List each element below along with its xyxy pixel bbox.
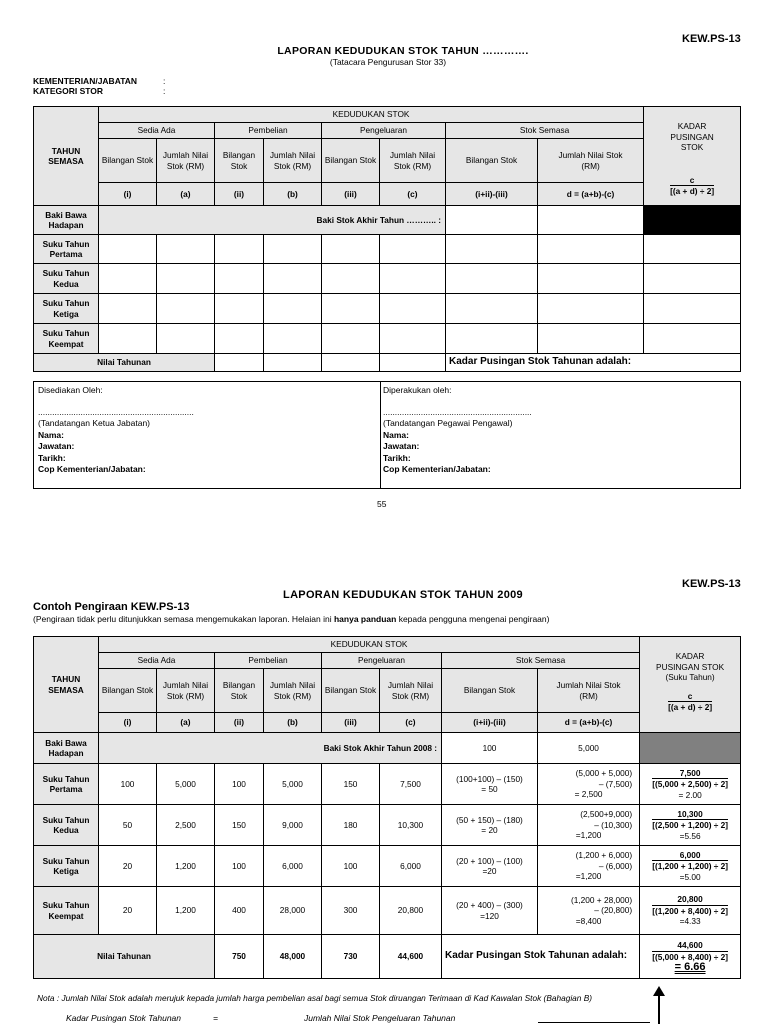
kadar-header: KADAR PUSINGAN STOK $\frac{c}{[(a + d) \div 2]}$ <box>644 107 741 206</box>
kementerian-label: KEMENTERIAN/JABATAN <box>33 76 138 86</box>
ttd-pegawai: (Tandatangan Pegawai Pengawal) <box>383 418 513 428</box>
jumlah-header: Jumlah Nilai Stok (RM) <box>264 669 322 713</box>
col-i: (i) <box>99 713 157 733</box>
pengeluaran-header: Pengeluaran <box>322 653 442 669</box>
q3-bil-i: 20 <box>99 846 157 887</box>
row-q4: Suku Tahun Keempat <box>34 324 99 354</box>
kedudukan-stok-header: KEDUDUKAN STOK <box>99 637 640 653</box>
q3-bil-ii: 100 <box>215 846 264 887</box>
q1-kadar: $\frac{7,500}{[(5,000 + 2,500) \div 2]}$ = 2.00 <box>640 764 741 805</box>
col-a: (a) <box>157 713 215 733</box>
cell-empty <box>538 206 644 235</box>
q1-bil-ii: 100 <box>215 764 264 805</box>
page-title: LAPORAN KEDUDUKAN STOK TAHUN …………. <box>277 45 529 57</box>
row-nilai-tahunan: Nilai Tahunan <box>34 354 215 372</box>
q2-b: 9,000 <box>264 805 322 846</box>
stok-semasa-header: Stok Semasa <box>442 653 640 669</box>
bilangan-header: Bilangan Stok <box>215 669 264 713</box>
col-i: (i) <box>99 183 157 206</box>
formula-eq: = <box>213 1013 218 1023</box>
q1-bil-iii: 150 <box>322 764 380 805</box>
q1-c: 7,500 <box>380 764 442 805</box>
contoh-note: (Pengiraan tidak perlu ditunjukkan semasa mengemukakan laporan. Helaian ini hanya panduan kepada pengguna mengenai pengiraan) <box>33 614 550 624</box>
arrow-up-icon <box>650 986 670 1024</box>
jumlah-header: Jumlah Nilai Stok (RM) <box>157 669 215 713</box>
total-c: 44,600 <box>380 935 442 979</box>
col-iii: (iii) <box>322 713 380 733</box>
col-ii: (ii) <box>215 713 264 733</box>
pengeluaran-header: Pengeluaran <box>322 123 446 139</box>
col-c: (c) <box>380 713 442 733</box>
col-c: (c) <box>380 183 446 206</box>
q3-calc-bil: (20 + 100) – (100) =20 <box>442 846 538 887</box>
bilangan-header: Bilangan Stok <box>215 139 264 183</box>
cop-label: Cop Kementerian/Jabatan: <box>383 464 491 474</box>
kementerian-colon: : <box>163 76 166 86</box>
q3-bil-iii: 100 <box>322 846 380 887</box>
form-code-2: KEW.PS-13 <box>682 578 741 590</box>
col-ii: (ii) <box>215 183 264 206</box>
q3-c: 6,000 <box>380 846 442 887</box>
q2-calc-nilai: (2,500+9,000) – (10,300) =1,200 <box>538 805 640 846</box>
pembelian-header: Pembelian <box>215 123 322 139</box>
q4-calc-nilai: (1,200 + 28,000) – (20,800) =8,400 <box>538 887 640 935</box>
jumlah-header: Jumlah Nilai Stok (RM) <box>157 139 215 183</box>
q2-bil-ii: 150 <box>215 805 264 846</box>
q1-calc-nilai: (5,000 + 5,000) – (7,500) = 2,500 <box>538 764 640 805</box>
jumlah-header: Jumlah Nilai Stok (RM) <box>538 669 640 713</box>
kategori-label: KATEGORI STOR <box>33 86 104 96</box>
col-b: (b) <box>264 183 322 206</box>
signature-box <box>33 381 741 489</box>
signature-left <box>34 382 381 488</box>
q2-bil-i: 50 <box>99 805 157 846</box>
kedudukan-stok-header: KEDUDUKAN STOK <box>99 107 644 123</box>
q4-b: 28,000 <box>264 887 322 935</box>
jumlah-header: Jumlah Nilai Stok (RM) <box>380 669 442 713</box>
disediakan-label: Disediakan Oleh: <box>38 385 103 395</box>
sedia-ada-header: Sedia Ada <box>99 653 215 669</box>
baki-bilangan: 100 <box>442 733 538 764</box>
q1-b: 5,000 <box>264 764 322 805</box>
q3-a: 1,200 <box>157 846 215 887</box>
page-gap <box>0 527 768 558</box>
q4-bil-iii: 300 <box>322 887 380 935</box>
bilangan-header: Bilangan Stok <box>99 139 157 183</box>
kategori-colon: : <box>163 86 166 96</box>
jawatan-label: Jawatan: <box>383 441 420 451</box>
row-baki-bawa: Baki Bawa Hadapan <box>34 733 99 764</box>
row-nilai-tahunan: Nilai Tahunan <box>34 935 215 979</box>
row-baki-bawa: Baki Bawa Hadapan <box>34 206 99 235</box>
q4-bil-ii: 400 <box>215 887 264 935</box>
q3-b: 6,000 <box>264 846 322 887</box>
annual-kadar: $\frac{44,600}{[(5,000 + 8,400) \div 2]}$ = 6.66 <box>640 935 741 979</box>
signature-right <box>379 382 740 488</box>
col-d: d = (a+b)-(c) <box>538 183 644 206</box>
formula-line <box>538 1022 650 1023</box>
ttd-ketua: (Tandatangan Ketua Jabatan) <box>38 418 151 428</box>
stok-semasa-header: Stok Semasa <box>446 123 644 139</box>
cell-empty <box>446 206 538 235</box>
kadar-header: KADAR PUSINGAN STOK (Suku Tahun) $\frac{c}{[(a + d) \div 2]}$ <box>640 637 741 733</box>
q2-kadar: $\frac{10,300}{[(2,500 + 1,200) \div 2]}$ =5.56 <box>640 805 741 846</box>
col-a: (a) <box>157 183 215 206</box>
q4-c: 20,800 <box>380 887 442 935</box>
kadar-tahunan-label: Kadar Pusingan Stok Tahunan adalah: <box>442 935 640 979</box>
col-d: d = (a+b)-(c) <box>538 713 640 733</box>
diperakukan-label: Diperakukan oleh: <box>383 385 452 395</box>
col-b: (b) <box>264 713 322 733</box>
nota: Nota : Jumlah Nilai Stok adalah merujuk kepada jumlah harga pembelian asal bagi semua Stok diruangan Terimaan di Kad Kawalan Stok (Bahagian B) <box>37 993 592 1003</box>
q2-c: 10,300 <box>380 805 442 846</box>
bilangan-header: Bilangan Stok <box>99 669 157 713</box>
bilangan-header: Bilangan Stok <box>442 669 538 713</box>
signature-line: ............................................................... <box>383 406 532 417</box>
cell-shaded <box>640 733 741 764</box>
signature-line: .................................................................. <box>38 406 194 417</box>
formula-right: Jumlah Nilai Stok Pengeluaran Tahunan <box>304 1013 456 1023</box>
total-bil-ii: 750 <box>215 935 264 979</box>
q2-calc-bil: (50 + 150) – (180) = 20 <box>442 805 538 846</box>
cell-shaded <box>644 206 741 235</box>
row-q4: Suku Tahun Keempat <box>34 887 99 935</box>
page-number: 55 <box>377 499 387 509</box>
q1-a: 5,000 <box>157 764 215 805</box>
q3-kadar: $\frac{6,000}{[(1,200 + 1,200) \div 2]}$ =5.00 <box>640 846 741 887</box>
nama-label: Nama: <box>383 429 409 440</box>
jawatan-label: Jawatan: <box>38 441 75 451</box>
baki-akhir-label: Baki Stok Akhir Tahun ……….. : <box>99 206 446 235</box>
tahun-semasa-header: TAHUN SEMASA <box>34 637 99 733</box>
bilangan-header: Bilangan Stok <box>446 139 538 183</box>
row-q3: Suku Tahun Ketiga <box>34 294 99 324</box>
pembelian-header: Pembelian <box>215 653 322 669</box>
baki-nilai: 5,000 <box>538 733 640 764</box>
col-sum: (i+ii)-(iii) <box>442 713 538 733</box>
form-code: KEW.PS-13 <box>682 33 741 45</box>
jumlah-header: Jumlah Nilai Stok (RM) <box>380 139 446 183</box>
q4-kadar: $\frac{20,800}{[(1,200 + 8,400) \div 2]}$ =4.33 <box>640 887 741 935</box>
q2-a: 2,500 <box>157 805 215 846</box>
bilangan-header: Bilangan Stok <box>322 669 380 713</box>
total-b: 48,000 <box>264 935 322 979</box>
cop-label: Cop Kementerian/Jabatan: <box>38 464 146 474</box>
total-bil-iii: 730 <box>322 935 380 979</box>
col-sum: (i+ii)-(iii) <box>446 183 538 206</box>
tarikh-label: Tarikh: <box>38 452 66 463</box>
page-title-2: LAPORAN KEDUDUKAN STOK TAHUN 2009 <box>283 589 523 601</box>
jumlah-header: Jumlah Nilai Stok (RM) <box>264 139 322 183</box>
formula-left: Kadar Pusingan Stok Tahunan <box>66 1013 181 1023</box>
q3-calc-nilai: (1,200 + 6,000) – (6,000) =1,200 <box>538 846 640 887</box>
baki-akhir-label: Baki Stok Akhir Tahun 2008 : <box>99 733 442 764</box>
row-q3: Suku Tahun Ketiga <box>34 846 99 887</box>
q2-bil-iii: 180 <box>322 805 380 846</box>
row-q2: Suku Tahun Kedua <box>34 264 99 294</box>
stock-table-blank <box>33 106 741 372</box>
q1-calc-bil: (100+100) – (150) = 50 <box>442 764 538 805</box>
col-iii: (iii) <box>322 183 380 206</box>
contoh-title: Contoh Pengiraan KEW.PS-13 <box>33 601 190 613</box>
stock-table-example <box>33 636 741 979</box>
bilangan-header: Bilangan Stok <box>322 139 380 183</box>
tarikh-label: Tarikh: <box>383 452 411 463</box>
row-q2: Suku Tahun Kedua <box>34 805 99 846</box>
q4-calc-bil: (20 + 400) – (300) =120 <box>442 887 538 935</box>
page-subtitle: (Tatacara Pengurusan Stor 33) <box>329 57 447 67</box>
q4-a: 1,200 <box>157 887 215 935</box>
jumlah-header: Jumlah Nilai Stok (RM) <box>538 139 644 183</box>
row-q1: Suku Tahun Pertama <box>34 235 99 264</box>
tahun-semasa-header: TAHUN SEMASA <box>34 107 99 206</box>
q1-bil-i: 100 <box>99 764 157 805</box>
kadar-tahunan-label: Kadar Pusingan Stok Tahunan adalah: <box>446 354 741 372</box>
sedia-ada-header: Sedia Ada <box>99 123 215 139</box>
nama-label: Nama: <box>38 429 64 440</box>
row-q1: Suku Tahun Pertama <box>34 764 99 805</box>
q4-bil-i: 20 <box>99 887 157 935</box>
